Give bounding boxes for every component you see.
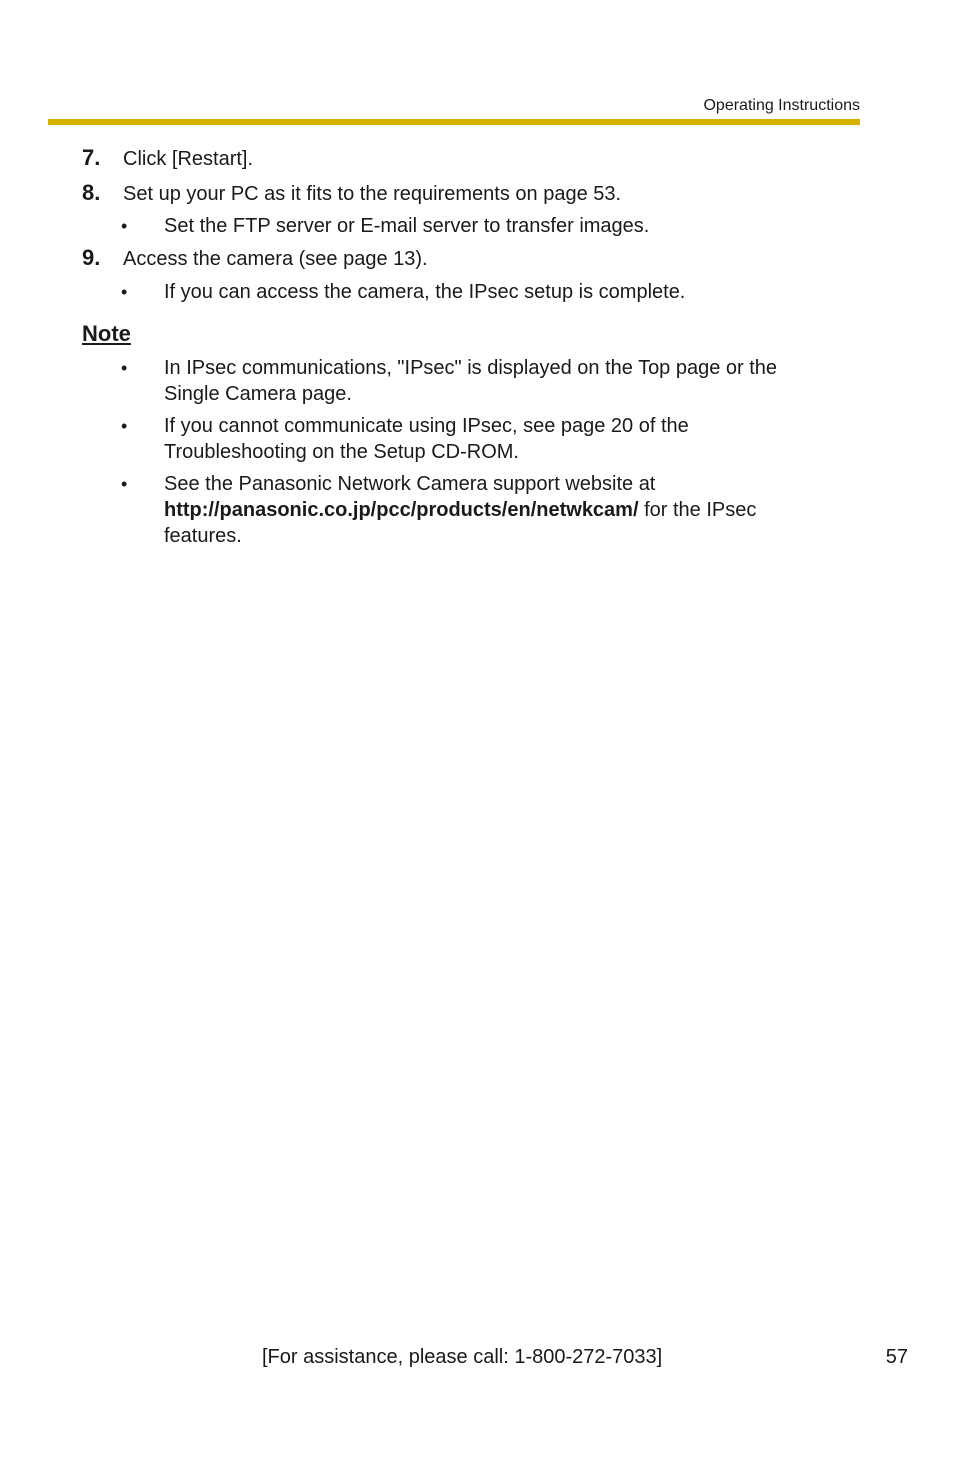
- page-number: 57: [885, 1346, 908, 1368]
- note-item-line: In IPsec communications, "IPsec" is displayed on the Top page or the: [164, 357, 778, 379]
- note-item-line: features.: [164, 525, 242, 547]
- bullet-icon: •: [121, 216, 128, 236]
- note-item-line: See the Panasonic Network Camera support website at: [164, 473, 656, 495]
- note-item-text: for the IPsec: [638, 499, 757, 521]
- step-text: Click [Restart].: [123, 148, 254, 170]
- bullet-icon: •: [121, 282, 128, 302]
- step-bullet-text: If you can access the camera, the IPsec setup is complete.: [164, 281, 686, 303]
- bullet-icon: •: [121, 358, 128, 378]
- step-text: Set up your PC as it fits to the requirements on page 53.: [123, 183, 622, 205]
- note-item: [164, 471, 844, 549]
- note-item-line: [164, 497, 844, 523]
- footer-assistance: [For assistance, please call: 1-800-272-7033]: [262, 1346, 663, 1368]
- bullet-icon: •: [121, 474, 128, 494]
- step-number: 7.: [82, 145, 101, 170]
- header-label: Operating Instructions: [703, 97, 860, 114]
- note-item: [164, 355, 844, 407]
- step-number: 8.: [82, 180, 101, 205]
- step-number: 9.: [82, 245, 101, 270]
- note-item-line: If you cannot communicate using IPsec, see page 20 of the: [164, 415, 689, 437]
- support-website-link[interactable]: http://panasonic.co.jp/pcc/products/en/netwkcam/: [164, 499, 639, 521]
- note-item-line: Troubleshooting on the Setup CD-ROM.: [164, 441, 519, 463]
- bullet-icon: •: [121, 416, 128, 436]
- step-bullet-text: Set the FTP server or E-mail server to transfer images.: [164, 215, 650, 237]
- note-heading: Note: [82, 321, 131, 346]
- note-item: [164, 413, 844, 465]
- header-rule: [48, 119, 860, 125]
- note-item-line: Single Camera page.: [164, 383, 352, 405]
- step-text: Access the camera (see page 13).: [123, 248, 428, 270]
